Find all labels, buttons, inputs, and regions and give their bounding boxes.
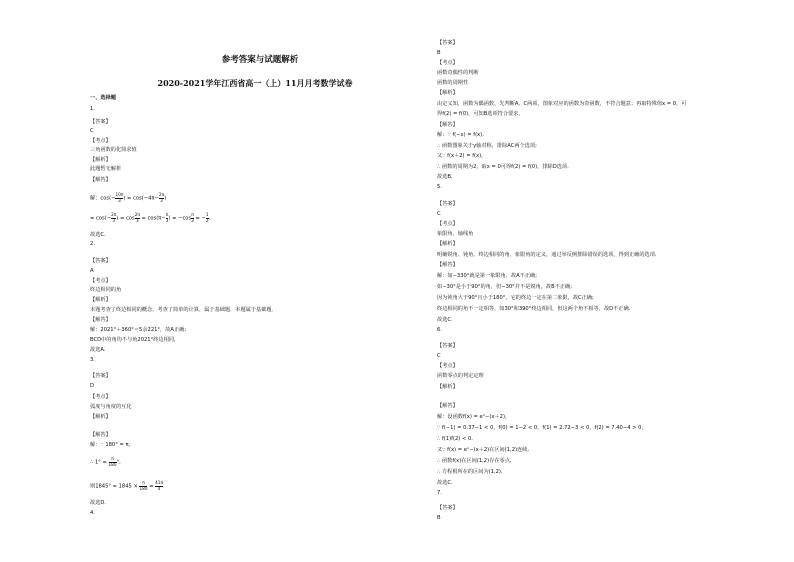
math-text: ) xyxy=(164,195,167,202)
question-number: 7. xyxy=(437,490,442,496)
math-text: 解：cos(− xyxy=(90,195,116,202)
solution-line: 解：∵ f(−x) = f(x), xyxy=(437,132,484,138)
question-number: 3. xyxy=(90,357,95,363)
numerator: 2π xyxy=(158,192,165,197)
math-text: . xyxy=(208,215,211,222)
solution-line: 解：2021°＋360°＝5余221°，故A正确; xyxy=(90,327,187,333)
fraction xyxy=(109,457,117,467)
solution-line: 解：设函数f(x) = eˣ−(x＋2)， xyxy=(437,414,511,420)
math-text: °, xyxy=(116,459,121,466)
answer-tag: 【答案】 xyxy=(90,258,111,264)
jiexi-text: 本题考查了终边相同的概念，考查了简单的计算，属于基础题．本题属于基础题． xyxy=(90,307,277,313)
answer-tag: 【答案】 xyxy=(437,40,458,46)
numerator: π xyxy=(165,212,169,217)
answer-tag: 【答案】 xyxy=(437,505,458,511)
solution-line: 又∵ f(x) = eˣ−(x＋2)在区间(1,2)连续, xyxy=(437,447,530,453)
jiexi-tag: 【解析】 xyxy=(437,241,458,247)
answer-value: B xyxy=(437,515,441,521)
jieda-tag: 【解答】 xyxy=(437,122,458,128)
denominator: 3 xyxy=(160,197,163,203)
choose-text: 故选B. xyxy=(437,174,453,180)
solution-line: 解：∵ 180° = π, xyxy=(90,442,131,448)
kaodian-tag: 【考点】 xyxy=(437,221,458,227)
jiexi-tag: 【解析】 xyxy=(437,384,458,390)
choose-text: 故选D. xyxy=(90,500,107,506)
numerator: 1 xyxy=(205,212,209,217)
denominator: 3 xyxy=(191,217,194,223)
answer-value: C xyxy=(90,128,94,134)
solution-line xyxy=(90,213,210,223)
answer-value: C xyxy=(437,211,441,217)
numerator: π xyxy=(109,457,117,463)
math-text: = cos(π− xyxy=(139,215,166,222)
solution-line: 如−30°是小于90°的角，但−30°并不是锐角，故B不正确; xyxy=(437,284,572,290)
jieda-tag: 【解答】 xyxy=(90,177,111,183)
numerator: 10π xyxy=(115,192,124,197)
question-number: 1. xyxy=(90,106,95,112)
jieda-tag: 【解答】 xyxy=(437,403,458,409)
denominator: 2 xyxy=(205,217,209,223)
kaodian-tag: 【考点】 xyxy=(437,60,458,66)
jiexi-tag: 【解析】 xyxy=(90,157,111,163)
solution-line xyxy=(90,481,165,491)
denominator: 180 xyxy=(139,485,148,491)
numerator: π xyxy=(191,212,194,217)
denominator: 180 xyxy=(108,461,117,467)
choose-text: 故选C. xyxy=(437,317,453,323)
numerator: 41π xyxy=(155,480,163,485)
kaodian-text: 终边相同的角 xyxy=(90,287,122,293)
page-title: 参考答案与试题解析 xyxy=(221,55,299,65)
jiexi-tag: 【解析】 xyxy=(437,90,458,96)
math-text: ∴ 1° = xyxy=(90,459,109,466)
section-heading: 一、选择题 xyxy=(90,95,116,101)
math-text: = xyxy=(147,483,156,490)
solution-line: BCD中的角均不与角2021°终边相同, xyxy=(90,337,176,343)
solution-line: ∴ f(1)f(2) < 0. xyxy=(437,436,473,442)
solution-line xyxy=(90,193,166,203)
denominator: 3 xyxy=(112,217,116,223)
solution-line: ∵ f(−1) = 0.37−1 < 0，f(0) = 1−2 < 0，f(1) = 2.72−3 < 0，f(2) = 7.40−4 > 0， xyxy=(437,425,647,431)
solution-line: 又∵ f(x＋2) = f(x), xyxy=(437,153,483,159)
jiexi-text: 得f(2) = f(0)，可知B选项符合要求。 xyxy=(437,111,524,117)
question-number: 6. xyxy=(437,327,442,333)
answer-tag: 【答案】 xyxy=(90,119,111,125)
math-text: 则1845° = 1845 × xyxy=(90,483,140,490)
exam-subtitle: 2020-2021学年江西省高一（上）11月月考数学试卷 xyxy=(157,78,353,88)
math-text: = − xyxy=(193,215,206,222)
jiexi-tag: 【解析】 xyxy=(90,414,111,420)
solution-line: 终边相同的角不一定相等，如30°和390°终边相同，但这两个角不相等，故D不正确. xyxy=(437,306,631,312)
kaodian-tag: 【考点】 xyxy=(437,363,458,369)
solution-line xyxy=(90,457,121,467)
math-text: ) = cos xyxy=(116,215,135,222)
kaodian-text: 弧度与角度的互化 xyxy=(90,404,132,410)
jiexi-tag: 【解析】 xyxy=(90,297,111,303)
question-number: 4. xyxy=(90,510,95,516)
answer-value: C xyxy=(437,353,441,359)
answer-value: B xyxy=(437,50,441,56)
solution-line: ∴ 函数f(x)在区间(1,2)存在零点, xyxy=(437,458,512,464)
denominator: 4 xyxy=(157,485,161,491)
solution-line: ∴ 函数的周期为2，取x = 0可得f(2) = f(0)，排除D选项. xyxy=(437,164,569,170)
solution-line: 因为钝角大于90°且小于180°，它的终边一定在第二象限，故C正确; xyxy=(437,295,594,301)
kaodian-tag: 【考点】 xyxy=(90,138,111,144)
denominator: 3 xyxy=(118,197,121,203)
jieda-tag: 【解答】 xyxy=(90,317,111,323)
jiexi-text: 由定义知，函数为偶函数，先判断A、C两项，图象对应的函数为奇函数，不符合题意；再取特殊值x = 0，可 xyxy=(437,101,687,107)
fraction xyxy=(155,481,163,491)
kaodian-text: 函数的周期性 xyxy=(437,80,469,86)
math-text: ) = cos(−4π− xyxy=(123,195,159,202)
numerator: π xyxy=(139,481,147,487)
jiexi-text: 此题暂无解析 xyxy=(90,166,122,172)
answer-value: D xyxy=(90,383,94,389)
numerator: 2π xyxy=(111,212,117,217)
choose-text: 故选A. xyxy=(90,347,106,353)
jieda-tag: 【解答】 xyxy=(90,432,111,438)
solution-line: ∴ 方程根所在的区间为(1,2). xyxy=(437,469,503,475)
question-number: 5. xyxy=(437,184,442,190)
numerator: 2π xyxy=(134,212,140,217)
math-text: = cos(− xyxy=(90,215,112,222)
kaodian-text: 三角函数的化简求值 xyxy=(90,147,137,153)
answer-tag: 【答案】 xyxy=(90,373,111,379)
denominator: 3 xyxy=(135,217,139,223)
kaodian-text: 象限角、轴线角 xyxy=(437,231,474,237)
solution-line: ∴ 函数图象关于y轴对称，排除AC两个选项; xyxy=(437,143,537,149)
choose-text: 故选C. xyxy=(437,480,453,486)
jieda-tag: 【解答】 xyxy=(437,262,458,268)
choose-text: 故选C. xyxy=(90,232,106,238)
question-number: 2. xyxy=(90,241,95,247)
kaodian-text: 函数奇偶性的判断 xyxy=(437,70,479,76)
answer-tag: 【答案】 xyxy=(437,201,458,207)
kaodian-text: 函数零点的判定定理 xyxy=(437,373,484,379)
math-text: ) = −cos xyxy=(168,215,192,222)
answer-tag: 【答案】 xyxy=(437,343,458,349)
jiexi-text: 明确锐角、钝角、终边相同的角、象限角的定义，通过举反例排除错误的选项，得到正确的选项. xyxy=(437,252,657,258)
answer-value: A xyxy=(90,268,94,274)
math-text: . xyxy=(163,483,165,490)
solution-line: 解：如−330°就是第一象限角，故A不正确; xyxy=(437,273,537,279)
kaodian-tag: 【考点】 xyxy=(90,278,111,284)
denominator: 3 xyxy=(165,217,169,223)
kaodian-tag: 【考点】 xyxy=(90,394,111,400)
